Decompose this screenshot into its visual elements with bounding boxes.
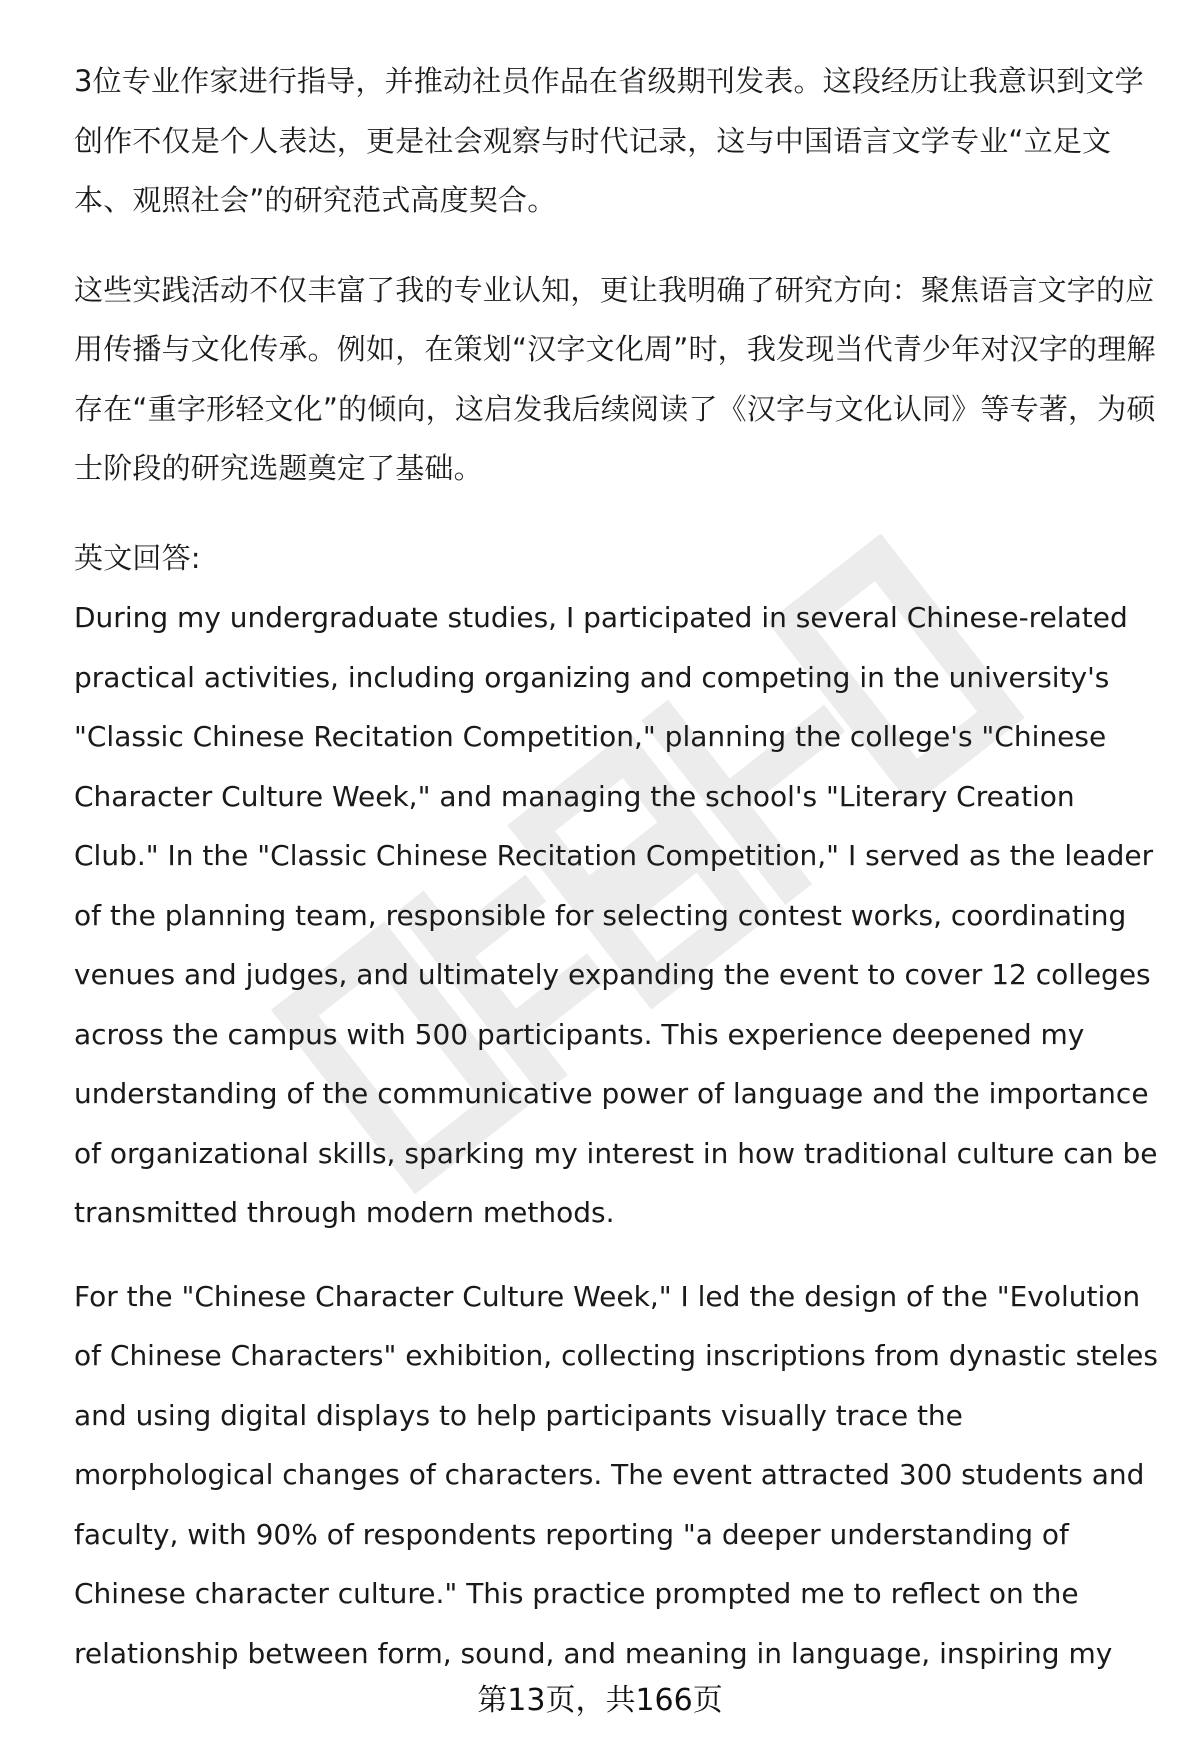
paragraph-en-1: During my undergraduate studies, I participated in several Chinese-related practical activities, including organizing and competing in the university's "Classic Chinese Recitation Competition," planning the college's "Chinese Character Culture Week," and managing the school's "Literary Creation Club." In the "Classic Chinese Recitation Competition," I served as the leader of the planning team, responsible for selecting contest works, coordinating venues and judges, and ultimately expanding the event to cover 12 colleges across the campus with 500 participants. This experience deepened my understanding of the communicative power of language and the importance of organizational skills, sparking my interest in how traditional culture can be transmitted through modern methods. xyxy=(74,601,1158,1229)
document-page xyxy=(74,52,1164,1683)
paragraph-cn-2: 这些实践活动不仅丰富了我的专业认知，更让我明确了研究方向：聚焦语言文字的应用传播与文化传承。例如，在策划“汉字文化周”时，我发现当代青少年对汉字的理解存在“重字形轻文化”的倾向，这启发我后续阅读了《汉字与文化认同》等专著，为硕士阶段的研究选题奠定了基础。 xyxy=(74,272,1156,485)
paragraph-cn-1: 3位专业作家进行指导，并推动社员作品在省级期刊发表。这段经历让我意识到文学创作不仅是个人表达，更是社会观察与时代记录，这与中国语言文学专业“立足文本、观照社会”的研究范式高度契合。 xyxy=(74,64,1144,217)
english-heading: 英文回答: xyxy=(74,540,201,575)
page-number-footer: 第13页，共166页 xyxy=(477,1683,723,1718)
paragraph-en-2: For the "Chinese Character Culture Week," I led the design of the "Evolution of Chinese Characters" exhibition, collecting inscriptions from dynastic steles and using digital displays to help participants visually trace the morphological changes of characters. The event attracted 300 students and faculty, with 90% of respondents reporting "a deeper understanding of Chinese character culture." This practice prompted me to reflect on the relationship between form, sound, and meaning in language, inspiring my xyxy=(74,1279,1158,1670)
